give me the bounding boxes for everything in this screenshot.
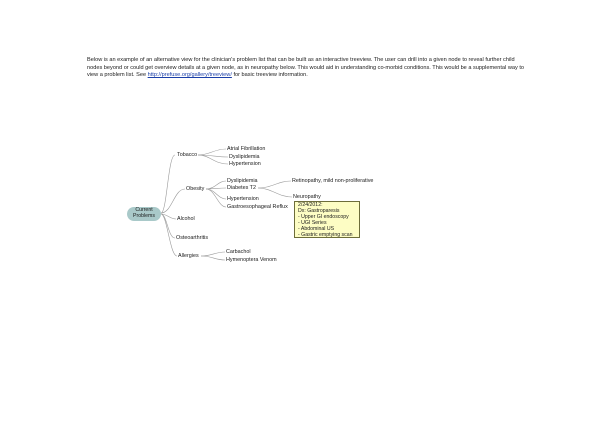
edge-dm-retino: [258, 181, 291, 188]
intro-suffix: for basic treeview information.: [231, 72, 308, 79]
edge-root-allergies: [161, 214, 177, 256]
node-osteoarthritis[interactable]: Osteoarthritis: [176, 235, 209, 241]
node-hymenoptera-venom[interactable]: Hymenoptera Venom: [226, 257, 277, 263]
edge-root-obesity: [161, 189, 185, 213]
treeview-link[interactable]: http://prefuse.org/gallery/treeview/: [147, 72, 232, 79]
node-tobacco-dyslipidemia[interactable]: Dyslipidemia: [229, 154, 260, 160]
details-diagnosis: Dx: Gastroparesis: [298, 207, 340, 214]
node-tobacco[interactable]: Tobacco: [177, 152, 198, 158]
neuropathy-details-tooltip: [294, 201, 360, 238]
details-item: - UGI Series: [298, 219, 327, 226]
node-diabetes-t2[interactable]: Diabetes T2: [227, 185, 256, 191]
node-allergies[interactable]: Allergies: [178, 253, 199, 259]
root-label-line2: Problems: [133, 212, 155, 219]
intro-text: Below is an example of an alternative view for the clinician's problem list that can be built as an interactive treeview. The user can drill into a given node to reveal further child nodes beyond or could get overview details at a given node, as in neuropathy below. This would aid in understanding co-morbid conditions. This would be a supplemental way to view a problem list. See: [87, 57, 524, 79]
edge-dm-neuro: [258, 188, 292, 197]
edge-root-tobacco: [161, 155, 175, 213]
node-obesity-hypertension[interactable]: Hypertension: [227, 196, 259, 202]
root-label-line1: Current: [135, 207, 153, 213]
edge-tobacco-af: [198, 149, 226, 155]
details-item: - Abdominal US: [298, 225, 335, 232]
edge-allergies-venom: [201, 256, 225, 260]
node-carbachol[interactable]: Carbachol: [226, 249, 251, 255]
node-neuropathy[interactable]: Neuropathy: [293, 194, 321, 200]
details-date: 2/24/2012:: [298, 202, 323, 208]
node-obesity[interactable]: Obesity: [186, 186, 205, 192]
node-atrial-fibrillation[interactable]: Atrial Fibrillation: [227, 146, 266, 152]
details-item: - Upper GI endoscopy: [298, 213, 349, 220]
edge-obesity-gerd: [206, 189, 226, 207]
tree-root-current-problems[interactable]: [127, 207, 161, 221]
node-retinopathy[interactable]: Retinopathy, mild non-proliferative: [292, 178, 374, 184]
node-gastroesophageal-reflux[interactable]: Gastroesophageal Reflux: [227, 204, 288, 210]
edge-root-osteoarthritis: [161, 214, 175, 238]
edge-tobacco-htn: [198, 155, 228, 164]
node-tobacco-hypertension[interactable]: Hypertension: [229, 161, 261, 167]
edge-allergies-carbachol: [201, 252, 225, 256]
details-item: - Gastric emptying scan: [298, 231, 353, 238]
node-alcohol[interactable]: Alcohol: [177, 216, 195, 222]
node-obesity-dyslipidemia[interactable]: Dyslipidemia: [227, 178, 258, 184]
